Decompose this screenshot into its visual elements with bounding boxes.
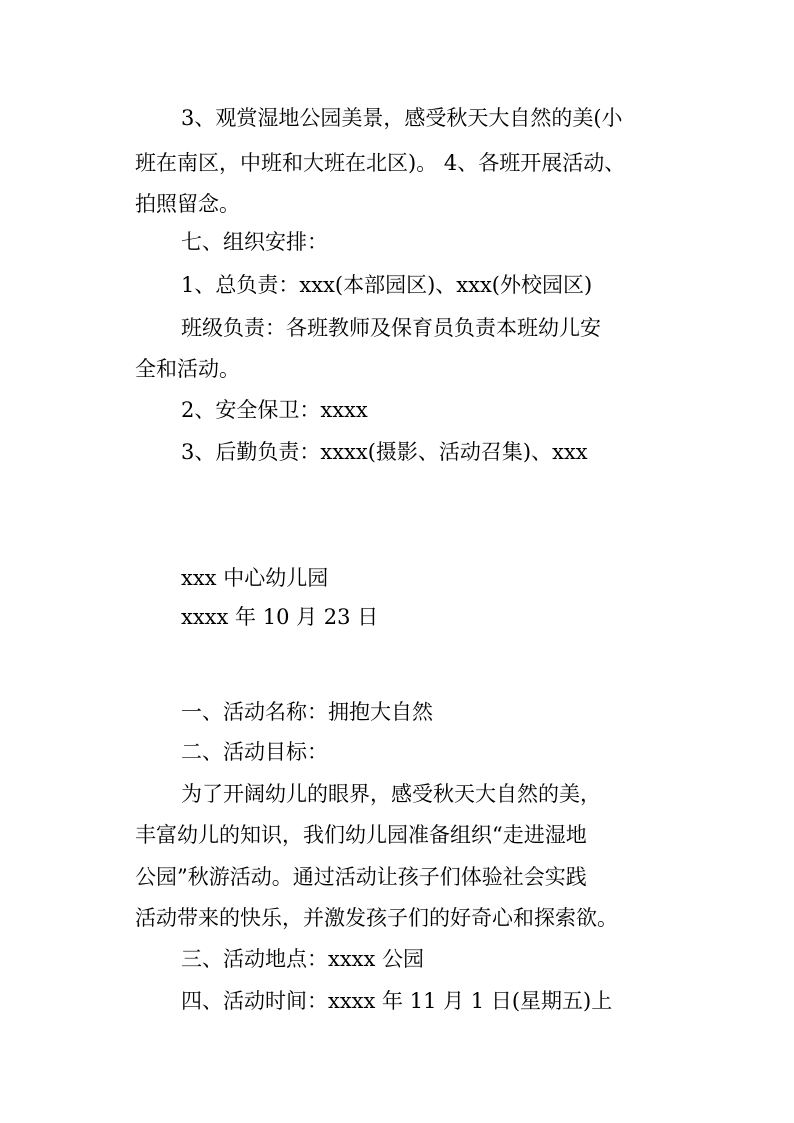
text-line: 丰富幼儿的知识，我们幼儿园准备组织“走进湿地 xyxy=(135,823,587,847)
text-line: 3、观赏湿地公园美景，感受秋天大自然的美(小 xyxy=(181,106,623,130)
section-heading: 二、活动目标： xyxy=(181,740,328,764)
signature-date: xxxx 年 10 月 23 日 xyxy=(181,605,379,629)
text-line: 1、总负责：xxx(本部园区)、xxx(外校园区) xyxy=(181,273,593,297)
text-line: 公园”秋游活动。通过活动让孩子们体验社会实践 xyxy=(135,865,587,889)
text-line: 班级负责：各班教师及保育员负责本班幼儿安 xyxy=(181,316,601,340)
text-line: 为了开阔幼儿的眼界，感受秋天大自然的美， xyxy=(181,782,601,806)
text-line: 活动带来的快乐，并激发孩子们的好奇心和探索欲。 xyxy=(135,906,618,930)
section-heading: 一、活动名称：拥抱大自然 xyxy=(181,700,433,724)
section-heading: 三、活动地点：xxxx 公园 xyxy=(181,947,425,971)
text-line: 全和活动。 xyxy=(135,357,240,381)
text-line: 拍照留念。 xyxy=(135,192,240,216)
section-heading: 四、活动时间：xxxx 年 11 月 1 日(星期五)上 xyxy=(181,989,613,1013)
text-line: 3、后勤负责：xxxx(摄影、活动召集)、xxx xyxy=(181,440,588,464)
signature-org: xxx 中心幼儿园 xyxy=(181,566,329,590)
section-heading: 七、组织安排： xyxy=(181,230,328,254)
text-line: 2、安全保卫：xxxx xyxy=(181,398,368,422)
text-line: 班在南区，中班和大班在北区)。 4、各班开展活动、 xyxy=(135,151,626,175)
